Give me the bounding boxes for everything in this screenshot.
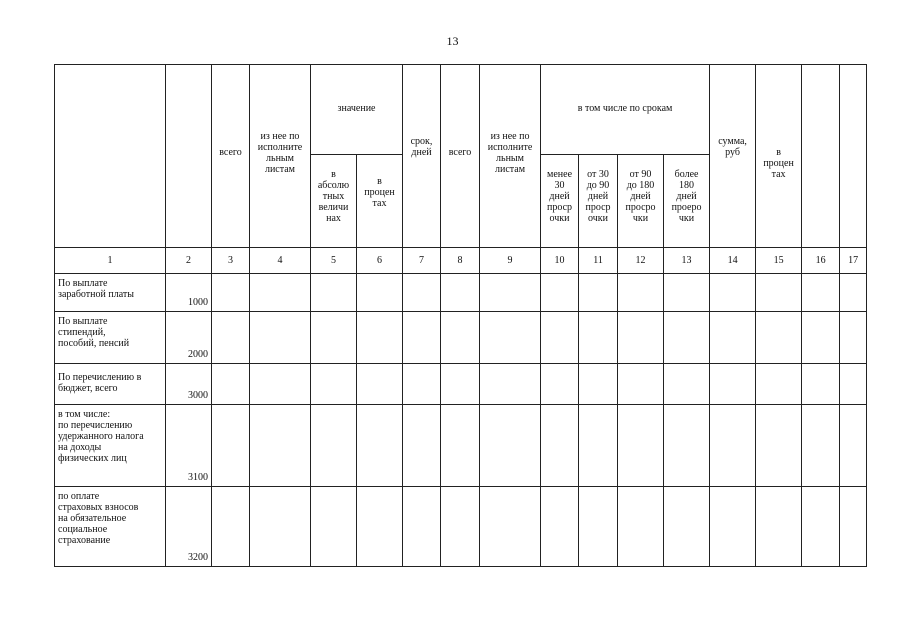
page-number: 13 bbox=[446, 34, 459, 48]
header-v-procent-6: в процен тах bbox=[357, 155, 403, 248]
column-number: 11 bbox=[579, 248, 618, 274]
header-summa: сумма, руб bbox=[710, 65, 756, 248]
header-v-procent-15: в процен тах bbox=[756, 65, 802, 248]
column-number: 10 bbox=[541, 248, 579, 274]
table-row bbox=[55, 274, 867, 312]
column-number: 8 bbox=[441, 248, 480, 274]
header-srok: срок, дней bbox=[403, 65, 441, 248]
header-col-2 bbox=[166, 65, 212, 248]
table-row bbox=[55, 312, 867, 364]
column-number: 9 bbox=[480, 248, 541, 274]
column-number-row bbox=[55, 248, 867, 274]
column-number: 7 bbox=[403, 248, 441, 274]
column-number: 1 bbox=[55, 248, 166, 274]
report-table bbox=[54, 64, 867, 567]
row-code: 3200 bbox=[166, 487, 212, 567]
column-number: 6 bbox=[357, 248, 403, 274]
row-label: по оплате страховых взносов на обязательное социальное страхование bbox=[55, 487, 166, 567]
row-label: По выплате заработной платы bbox=[55, 274, 166, 312]
header-vsego-8: всего bbox=[441, 65, 480, 248]
row-label: в том числе: по перечислению удержанного налога на доходы физических лиц bbox=[55, 405, 166, 487]
header-bolee-180: более 180 дней проеро чки bbox=[664, 155, 710, 248]
header-vsego: всего bbox=[212, 65, 250, 248]
header-v-tom-chisle: в том числе по срокам bbox=[541, 65, 710, 155]
header-v-absolyut: в абсолю тных величи нах bbox=[311, 155, 357, 248]
column-number: 12 bbox=[618, 248, 664, 274]
header-ot-90: от 90 до 180 дней просро чки bbox=[618, 155, 664, 248]
row-label: По выплате стипендий, пособий, пенсий bbox=[55, 312, 166, 364]
column-number: 16 bbox=[802, 248, 840, 274]
header-ot-30: от 30 до 90 дней проср очки bbox=[579, 155, 618, 248]
table-row bbox=[55, 405, 867, 487]
row-label: По перечислению в бюджет, всего bbox=[55, 364, 166, 405]
header-iz-nee-po: из нее по исполните льным листам bbox=[250, 65, 311, 248]
column-number: 5 bbox=[311, 248, 357, 274]
header-iz-nee-po-9: из нее по исполните льным листам bbox=[480, 65, 541, 248]
column-number: 2 bbox=[166, 248, 212, 274]
row-code: 3000 bbox=[166, 364, 212, 405]
row-code: 2000 bbox=[166, 312, 212, 364]
column-number: 15 bbox=[756, 248, 802, 274]
column-number: 4 bbox=[250, 248, 311, 274]
header-menee-30: менее 30 дней проср очки bbox=[541, 155, 579, 248]
row-code: 3100 bbox=[166, 405, 212, 487]
header-znachenie: значение bbox=[311, 65, 403, 155]
column-number: 3 bbox=[212, 248, 250, 274]
header-col-17 bbox=[840, 65, 867, 248]
table-row bbox=[55, 364, 867, 405]
column-number: 13 bbox=[664, 248, 710, 274]
row-code: 1000 bbox=[166, 274, 212, 312]
table-row bbox=[55, 487, 867, 567]
column-number: 14 bbox=[710, 248, 756, 274]
header-col-1 bbox=[55, 65, 166, 248]
column-number: 17 bbox=[840, 248, 867, 274]
header-col-16 bbox=[802, 65, 840, 248]
